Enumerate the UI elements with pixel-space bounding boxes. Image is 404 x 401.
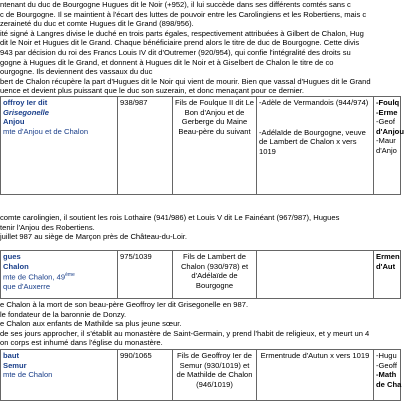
- spouse-value: Ermentrude d'Autun x vers 1019: [260, 351, 370, 360]
- middle-paragraph: [0, 213, 400, 242]
- parents-value: Fils de Lambert de Chalon (930/978) et d'Adélaïde de Bourgogne: [180, 252, 249, 290]
- child-line: de Cha: [376, 379, 402, 389]
- person-title: mte d'Anjou et de Chalon: [3, 126, 89, 136]
- child-line: -Geof: [376, 117, 395, 127]
- child-line: d'Anjou: [376, 126, 404, 136]
- children-cell: [374, 251, 401, 299]
- text-line: uence et devient plus puissant que le duc son suzerain, et donc menaçant pour ce dernier.: [0, 86, 304, 96]
- genealogy-table-row-3: [0, 349, 401, 401]
- spouse-cell: [257, 97, 374, 195]
- parents-value: Fils de Geoffroy Ier de Semur (930/1019) et de Mathilde de Chalon (946/1019): [176, 351, 253, 389]
- person-cell: [1, 350, 118, 401]
- genealogy-table-row-2: [0, 250, 401, 299]
- text-line: ntenant du duc de Bourgogne Hugues dit le Noir (+952), il lui succède dans ses différents comtés sans c: [0, 0, 351, 9]
- spouse-cell: [257, 350, 374, 401]
- child-line: -Maur: [376, 136, 396, 146]
- children-cell: [374, 350, 401, 401]
- person-cell: [1, 251, 118, 299]
- text-line: e Chalon aux enfants de Mathilde sa plus jeune sœur.: [0, 319, 182, 329]
- text-line: zeraineté du duc et comte Hugues dit le Grand (898/956).: [0, 19, 194, 29]
- person-cell: [1, 97, 118, 195]
- dates-cell: [118, 350, 173, 401]
- person-name-line[interactable]: baut: [3, 351, 20, 360]
- dates-value: 990/1065: [120, 351, 152, 360]
- person-title: mte de Chalon, 49ème: [3, 272, 75, 282]
- text-line: le fondateur de la baronnie de Donzy.: [0, 309, 127, 319]
- child-line: -Hugu: [376, 351, 397, 360]
- child-line: -Foulq: [376, 98, 400, 107]
- parents-cell: [173, 97, 257, 195]
- parents-cell: [173, 350, 257, 401]
- text-line: c de Bourgogne. Il se maintient à l'écart des luttes de pouvoir entre les Carolingiens et les Robertiens, mais c: [0, 9, 367, 19]
- child-line: -Math: [376, 370, 397, 380]
- person-name-line[interactable]: Chalon: [3, 261, 29, 271]
- person-name-line[interactable]: offroy Ier dit: [3, 98, 48, 107]
- text-line: de ses jours approcher, il s'établit au monastère de Saint-Germain, y prend l'habit de religieux, et y meurt un 4: [0, 328, 370, 338]
- text-line: e Chalon à la mort de son beau-père Geoffroy Ier dit Grisegonelle en 987.: [0, 300, 249, 309]
- person-name-line[interactable]: Semur: [3, 360, 27, 370]
- text-line: comte carolingien, il soutient les rois Lothaire (941/986) et Louis V dit Le Fainéant (967/987), Hugues: [0, 213, 340, 222]
- spouse-1: -Adèle de Vermandois (944/974): [259, 98, 369, 107]
- table-row: [1, 350, 401, 401]
- person-nickname[interactable]: Grisegonelle: [3, 107, 50, 117]
- child-line: Ermen: [376, 252, 400, 261]
- person-title: que d'Auxerre: [3, 282, 51, 292]
- table-row: [1, 251, 401, 299]
- genealogy-table-row-1: [0, 96, 404, 195]
- dates-cell: [118, 251, 173, 299]
- spouse-2: -Adélaïde de Bourgogne, veuve de Lambert de Chalon x vers 1019: [259, 127, 366, 156]
- dates-cell: [118, 97, 173, 195]
- person-title: mte de Chalon: [3, 370, 53, 380]
- lower-paragraph: [0, 300, 400, 348]
- spouse-cell: [257, 251, 374, 299]
- text-line: ité signé à Langres divise le duché en trois parts égales, respectivement attribuées à Gilbert de Chalon, Hug: [0, 28, 364, 38]
- parents-cell: [173, 251, 257, 299]
- text-line: 943 par décision du roi des Francs Louis IV dit d'Outremer (920/954), qui confie l'intégralité des droits su: [0, 47, 351, 57]
- text-line: bert de Chalon récupère la part d'Hugues dit le Noir qui vient de mourir. Bien que vassal d'Hugues dit le Grand: [0, 76, 371, 86]
- children-cell: [374, 97, 404, 195]
- intro-paragraph: [0, 0, 400, 96]
- child-line: d'Aut: [376, 261, 396, 271]
- dates-value: 938/987: [120, 98, 148, 107]
- child-line: -Geoff: [376, 360, 397, 370]
- dates-value: 975/1039: [120, 252, 152, 261]
- text-line: on corps est inhumé dans l'église du monastère.: [0, 338, 163, 348]
- text-line: ourgogne. Ils deviennent des vassaux du duc: [0, 67, 153, 77]
- person-name-line[interactable]: gues: [3, 252, 21, 261]
- text-line: dit le Noir et Hugues dit le Grand. Chaque bénéficiaire prend alors le titre de duc de Bourgogne. Cette divis: [0, 38, 360, 48]
- text-line: gogne à Hugues dit le Grand, et donnent à Hugues dit le Noir et à Giselbert de Chalon le titre de co: [0, 57, 334, 67]
- child-line: d'Anjo: [376, 145, 397, 155]
- child-line: -Erme: [376, 107, 398, 117]
- table-row: [1, 97, 401, 195]
- person-name-line[interactable]: Anjou: [3, 117, 25, 127]
- text-line: juillet 987 au siège de Marçon près de Château-du-Loir.: [0, 232, 188, 242]
- parents-value: Fils de Foulque II dit Le Bon d'Anjou et de Gerberge du Maine Beau-père du suivant: [175, 98, 254, 136]
- text-line: tenir l'Anjou des Robertiens.: [0, 222, 95, 232]
